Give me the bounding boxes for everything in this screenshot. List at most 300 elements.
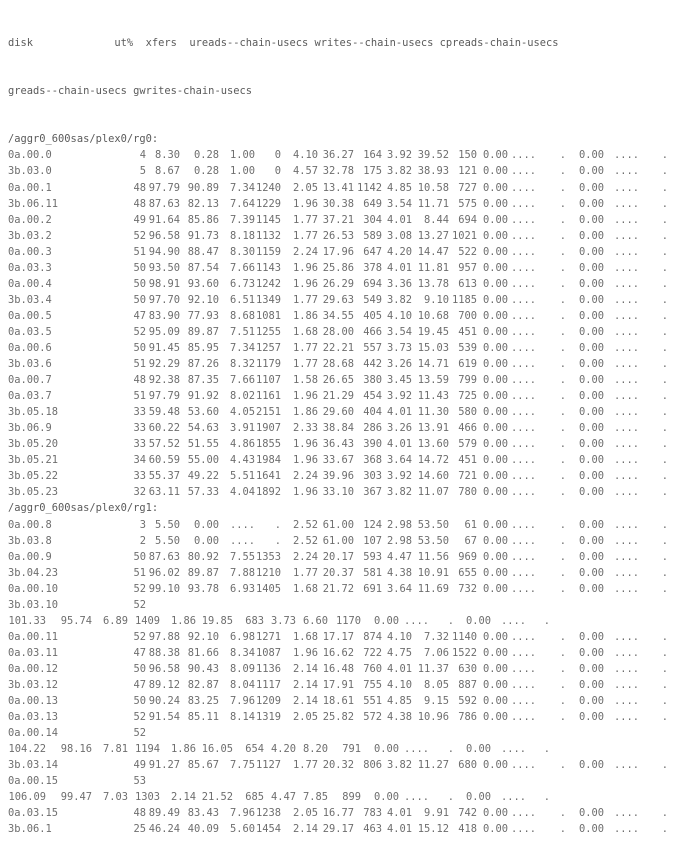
stat-value: 0.00 xyxy=(578,341,604,354)
stat-value: 3.26 xyxy=(386,358,412,371)
stat-value: 1.68 xyxy=(292,630,318,643)
stat-value: .... xyxy=(613,261,639,274)
stat-value: .... xyxy=(510,807,536,820)
stat-value: 4.57 xyxy=(292,165,318,178)
disk-row-partial xyxy=(8,773,676,789)
stat-value: 52 xyxy=(133,711,146,724)
stat-value: 7.34 xyxy=(229,341,255,354)
stat-value: 25 xyxy=(133,823,146,836)
stat-value: 1.77 xyxy=(292,358,318,371)
stat-value: 3.73 xyxy=(270,614,296,627)
stat-value: 0.00 xyxy=(482,149,508,162)
stat-value: 874 xyxy=(363,630,382,643)
stat-value: 15.03 xyxy=(417,341,449,354)
stat-value: 5.60 xyxy=(229,823,255,836)
stat-value: 2.24 xyxy=(292,550,318,563)
stat-value: 88.38 xyxy=(148,646,180,659)
stat-value: 90.43 xyxy=(187,662,219,675)
stat-value: 1255 xyxy=(255,325,281,338)
stat-value: 91.45 xyxy=(148,341,180,354)
stat-value: 575 xyxy=(458,197,477,210)
stat-value: 82.13 xyxy=(187,197,219,210)
stat-value: 593 xyxy=(363,550,382,563)
stat-value: 8.30 xyxy=(154,149,180,162)
stat-value: 48 xyxy=(133,374,146,387)
stat-value: 0.00 xyxy=(578,518,604,531)
stat-value: 0.00 xyxy=(578,646,604,659)
stat-value: .... xyxy=(613,325,639,338)
disk-name: 0a.00.13 xyxy=(8,695,59,708)
stat-value: . xyxy=(559,277,566,290)
stat-value: . xyxy=(559,550,566,563)
stat-value: 83.43 xyxy=(187,807,219,820)
stat-value: 522 xyxy=(458,245,477,258)
stat-value: 6.93 xyxy=(229,582,255,595)
stat-value: .... xyxy=(613,566,639,579)
stat-value: . xyxy=(559,711,566,724)
stat-value: 4.10 xyxy=(386,309,412,322)
stat-value: . xyxy=(559,534,566,547)
stat-value: 4.47 xyxy=(270,791,296,804)
stat-value: 1.77 xyxy=(292,759,318,772)
stat-value: . xyxy=(661,695,668,708)
stat-value: .... xyxy=(500,743,526,756)
stat-value: . xyxy=(559,438,566,451)
stat-value: 1.00 xyxy=(229,165,255,178)
stat-value: 106.09 xyxy=(8,791,46,804)
stat-value: 25.82 xyxy=(322,711,354,724)
stat-value: 34.55 xyxy=(322,309,354,322)
stat-value: 1021 xyxy=(451,229,477,242)
stat-value: . xyxy=(661,550,668,563)
stat-value: 0.00 xyxy=(578,807,604,820)
stat-value: 28.68 xyxy=(322,358,354,371)
disk-name: 3b.03.4 xyxy=(8,293,52,306)
stat-value: 7.75 xyxy=(229,759,255,772)
stat-value: 33.10 xyxy=(322,486,354,499)
disk-row xyxy=(8,709,676,725)
stat-value: 107 xyxy=(363,534,382,547)
stat-value: 0.00 xyxy=(482,470,508,483)
stat-value: 10.68 xyxy=(417,309,449,322)
disk-row xyxy=(8,436,676,452)
stat-value: . xyxy=(559,261,566,274)
stat-value: 59.48 xyxy=(148,406,180,419)
disk-name: 3b.05.21 xyxy=(8,454,59,467)
stat-value: 367 xyxy=(363,486,382,499)
stat-value: 101.33 xyxy=(8,614,46,627)
stat-value: .... xyxy=(613,213,639,226)
stat-value: 0.00 xyxy=(465,614,491,627)
disk-row xyxy=(8,356,676,372)
stat-value: . xyxy=(559,566,566,579)
stat-value: . xyxy=(559,823,566,836)
stat-value: 1170 xyxy=(335,614,361,627)
stat-value: 47 xyxy=(133,646,146,659)
disk-name: 0a.03.5 xyxy=(8,325,52,338)
stat-value: 3.91 xyxy=(229,422,255,435)
stat-value: 52 xyxy=(133,598,146,611)
stat-value: 3.45 xyxy=(386,374,412,387)
stat-value: 52 xyxy=(133,630,146,643)
stat-value: 93.60 xyxy=(187,277,219,290)
stat-value: 0.00 xyxy=(373,614,399,627)
stat-value: 3.54 xyxy=(386,197,412,210)
stat-value: 2.24 xyxy=(292,245,318,258)
disk-name: 0a.00.7 xyxy=(8,374,52,387)
stat-value: 88.47 xyxy=(187,245,219,258)
stat-value: 1349 xyxy=(255,293,281,306)
stat-value: 10.96 xyxy=(417,711,449,724)
disk-row xyxy=(8,260,676,276)
stat-value: 10.91 xyxy=(417,566,449,579)
stat-value: 50 xyxy=(133,695,146,708)
stat-value: 7.96 xyxy=(229,695,255,708)
stat-value: . xyxy=(274,518,281,531)
stat-value: 53 xyxy=(133,775,146,788)
stat-value: 286 xyxy=(363,422,382,435)
stat-value: 655 xyxy=(458,566,477,579)
stat-value: .... xyxy=(510,534,536,547)
stat-value: 7.34 xyxy=(229,181,255,194)
stat-value: . xyxy=(661,630,668,643)
stat-value: 4.01 xyxy=(386,662,412,675)
stat-value: 3 xyxy=(139,518,146,531)
stat-value: 7.85 xyxy=(302,791,328,804)
disk-name: 0a.00.15 xyxy=(8,775,59,788)
stat-value: 6.60 xyxy=(302,614,328,627)
stat-value: 22.21 xyxy=(322,341,354,354)
stat-value: 1.77 xyxy=(292,566,318,579)
stat-value: 53.50 xyxy=(417,518,449,531)
stat-value: . xyxy=(661,374,668,387)
stat-value: .... xyxy=(510,550,536,563)
stat-value: 0.00 xyxy=(578,422,604,435)
stat-value: 780 xyxy=(458,486,477,499)
disk-row xyxy=(8,549,676,565)
stat-value: 1194 xyxy=(134,743,160,756)
stat-value: .... xyxy=(510,229,536,242)
stat-value: .... xyxy=(613,662,639,675)
stat-value: 1907 xyxy=(255,422,281,435)
stat-value: 60.22 xyxy=(148,422,180,435)
stat-value: 81.66 xyxy=(187,646,219,659)
stat-value: . xyxy=(661,582,668,595)
disk-row xyxy=(8,629,676,645)
stat-value: 6.89 xyxy=(102,614,128,627)
column-header-continued: greads--chain-usecs gwrites-chain-usecs xyxy=(8,85,252,98)
stat-value: 405 xyxy=(363,309,382,322)
stat-value: 8.04 xyxy=(229,678,255,691)
stat-value: 2.14 xyxy=(292,662,318,675)
stat-value: 36.27 xyxy=(322,149,354,162)
stat-value: 16.48 xyxy=(322,662,354,675)
disk-name: 0a.00.2 xyxy=(8,213,52,226)
stat-value: .... xyxy=(613,229,639,242)
stat-value: 0.00 xyxy=(482,486,508,499)
stat-value: .... xyxy=(510,309,536,322)
stat-value: 4.04 xyxy=(229,486,255,499)
stat-value: .... xyxy=(613,438,639,451)
stat-value: 29.63 xyxy=(322,293,354,306)
stat-value: 19.85 xyxy=(201,614,233,627)
stat-value: 5.51 xyxy=(229,470,255,483)
stat-value: 0.00 xyxy=(482,229,508,242)
wrapped-row-continuation xyxy=(8,789,676,805)
stat-value: 19.45 xyxy=(417,325,449,338)
disk-name: 0a.00.14 xyxy=(8,727,59,740)
stat-value: 52 xyxy=(133,325,146,338)
stat-value: .... xyxy=(510,325,536,338)
stat-value: 33 xyxy=(133,470,146,483)
stat-value: 303 xyxy=(363,470,382,483)
disk-name: 3b.06.1 xyxy=(8,823,52,836)
stat-value: . xyxy=(661,454,668,467)
stat-value: 0.00 xyxy=(482,309,508,322)
stat-value: 0.00 xyxy=(482,422,508,435)
stat-value: 721 xyxy=(458,470,477,483)
stat-value: .... xyxy=(229,534,255,547)
stat-value: 90.24 xyxy=(148,695,180,708)
stat-value: 1353 xyxy=(255,550,281,563)
stat-value: 1405 xyxy=(255,582,281,595)
stat-value: 96.02 xyxy=(148,566,180,579)
stat-value: 1.00 xyxy=(229,149,255,162)
stat-value: . xyxy=(543,614,550,627)
stat-value: 1127 xyxy=(255,759,281,772)
stat-value: . xyxy=(661,341,668,354)
stat-value: 9.91 xyxy=(423,807,449,820)
stat-value: 0.00 xyxy=(482,406,508,419)
stat-value: 11.30 xyxy=(417,406,449,419)
stat-value: 47 xyxy=(133,678,146,691)
stat-value: 99.47 xyxy=(60,791,92,804)
stat-value: 21.52 xyxy=(201,791,233,804)
stat-value: 0.00 xyxy=(578,374,604,387)
stat-value: 1.86 xyxy=(292,309,318,322)
stat-value: .... xyxy=(613,245,639,258)
stat-value: 0.00 xyxy=(482,181,508,194)
stat-value: . xyxy=(559,646,566,659)
stat-value: 1.77 xyxy=(292,213,318,226)
raid-group-label xyxy=(8,131,676,147)
stat-value: 16.62 xyxy=(322,646,354,659)
stat-value: 2.05 xyxy=(292,711,318,724)
stat-value: 581 xyxy=(363,566,382,579)
disk-name: 0a.00.4 xyxy=(8,277,52,290)
disk-row xyxy=(8,805,676,821)
stat-value: . xyxy=(559,213,566,226)
disk-name: 3b.05.18 xyxy=(8,406,59,419)
stat-value: 2.33 xyxy=(292,422,318,435)
stat-value: 0.00 xyxy=(193,518,219,531)
disk-row xyxy=(8,821,676,837)
stat-value: 3.08 xyxy=(386,229,412,242)
stat-value: 2.14 xyxy=(292,695,318,708)
disk-name: 0a.00.10 xyxy=(8,582,59,595)
stat-value: 57.33 xyxy=(187,486,219,499)
stat-value: 8.30 xyxy=(229,245,255,258)
stat-value: 1.86 xyxy=(170,743,196,756)
stat-value: 0.00 xyxy=(482,678,508,691)
stat-value: 1454 xyxy=(255,823,281,836)
stat-value: 0.00 xyxy=(578,325,604,338)
stat-value: 91.64 xyxy=(148,213,180,226)
stat-value: . xyxy=(559,165,566,178)
stat-value: .... xyxy=(403,791,429,804)
stat-value: 87.63 xyxy=(148,197,180,210)
stat-value: 1140 xyxy=(451,630,477,643)
stat-value: 1855 xyxy=(255,438,281,451)
disk-row xyxy=(8,180,676,196)
stat-value: 0.00 xyxy=(578,245,604,258)
stat-value: 92.10 xyxy=(187,630,219,643)
stat-value: 463 xyxy=(363,823,382,836)
stat-value: 17.91 xyxy=(322,678,354,691)
stat-value: .... xyxy=(613,197,639,210)
stat-value: 13.59 xyxy=(417,374,449,387)
stat-value: 124 xyxy=(363,518,382,531)
disk-name: 3b.05.23 xyxy=(8,486,59,499)
stat-value: 61.00 xyxy=(322,534,354,547)
disk-name: 3b.05.20 xyxy=(8,438,59,451)
stat-value: 680 xyxy=(458,759,477,772)
stat-value: 451 xyxy=(458,325,477,338)
stat-value: 6.51 xyxy=(229,293,255,306)
stat-value: 1.77 xyxy=(292,293,318,306)
stat-value: 82.87 xyxy=(187,678,219,691)
disk-name: 0a.00.5 xyxy=(8,309,52,322)
stat-value: 649 xyxy=(363,197,382,210)
stat-value: . xyxy=(661,261,668,274)
stat-value: 0.00 xyxy=(482,197,508,210)
stat-value: .... xyxy=(510,566,536,579)
stat-value: 454 xyxy=(363,390,382,403)
stat-value: 3.92 xyxy=(386,470,412,483)
stat-value: . xyxy=(661,197,668,210)
stat-value: . xyxy=(661,277,668,290)
stat-value: 96.58 xyxy=(148,229,180,242)
stat-value: .... xyxy=(510,486,536,499)
header-line-2 xyxy=(8,83,676,99)
stat-value: 50 xyxy=(133,293,146,306)
stat-value: 11.81 xyxy=(417,261,449,274)
stat-value: . xyxy=(559,582,566,595)
stat-value: . xyxy=(661,662,668,675)
stat-value: 0.28 xyxy=(193,149,219,162)
stat-value: 0.00 xyxy=(578,630,604,643)
stat-value: . xyxy=(559,678,566,691)
stat-value: . xyxy=(559,197,566,210)
stat-value: 85.11 xyxy=(187,711,219,724)
stat-value: 368 xyxy=(363,454,382,467)
stat-value: 1.96 xyxy=(292,646,318,659)
stat-value: . xyxy=(559,309,566,322)
stat-value: . xyxy=(559,358,566,371)
stat-value: 7.03 xyxy=(102,791,128,804)
disk-row xyxy=(8,340,676,356)
stat-value: 2.98 xyxy=(386,534,412,547)
stat-value: 51 xyxy=(133,358,146,371)
stat-value: .... xyxy=(510,823,536,836)
stat-value: 55.00 xyxy=(187,454,219,467)
stat-value: 4.01 xyxy=(386,406,412,419)
stat-value: 1.96 xyxy=(292,438,318,451)
stat-value: 691 xyxy=(363,582,382,595)
stat-value: 2.98 xyxy=(386,518,412,531)
stat-value: 0.00 xyxy=(578,534,604,547)
stat-value: 49.22 xyxy=(187,470,219,483)
stat-value: 8.14 xyxy=(229,711,255,724)
stat-value: 20.32 xyxy=(322,759,354,772)
stat-value: 50 xyxy=(133,550,146,563)
stat-value: 97.88 xyxy=(148,630,180,643)
stat-value: 0.00 xyxy=(578,390,604,403)
stat-value: 722 xyxy=(363,646,382,659)
stat-value: . xyxy=(661,823,668,836)
stat-value: 87.54 xyxy=(187,261,219,274)
stat-value: 0.00 xyxy=(465,791,491,804)
raid-group-label xyxy=(8,500,676,516)
disk-name: 3b.04.23 xyxy=(8,566,59,579)
stat-value: . xyxy=(661,358,668,371)
stat-value: 8.09 xyxy=(229,662,255,675)
stat-value: 0.00 xyxy=(482,550,508,563)
stat-value: 21.72 xyxy=(322,582,354,595)
stat-value: 5.50 xyxy=(154,518,180,531)
stat-value: 630 xyxy=(458,662,477,675)
stat-value: 29.60 xyxy=(322,406,354,419)
stat-value: 0.00 xyxy=(578,277,604,290)
stat-value: .... xyxy=(613,518,639,531)
stat-value: 0.00 xyxy=(482,341,508,354)
disk-name: 0a.00.9 xyxy=(8,550,52,563)
stat-value: 14.47 xyxy=(417,245,449,258)
stat-value: 97.79 xyxy=(148,181,180,194)
disk-name: 3b.06.9 xyxy=(8,422,52,435)
stat-value: 390 xyxy=(363,438,382,451)
stat-value: 63.11 xyxy=(148,486,180,499)
stat-value: 20.37 xyxy=(322,566,354,579)
stat-value: 48 xyxy=(133,181,146,194)
stat-value: 91.73 xyxy=(187,229,219,242)
stat-value: 1641 xyxy=(255,470,281,483)
stat-value: 32.78 xyxy=(322,165,354,178)
stat-value: 0.00 xyxy=(482,662,508,675)
stat-value: .... xyxy=(510,390,536,403)
stat-value: 0.00 xyxy=(482,165,508,178)
stat-value: 7.88 xyxy=(229,566,255,579)
disk-row xyxy=(8,404,676,420)
stat-value: 7.81 xyxy=(102,743,128,756)
stat-value: . xyxy=(559,181,566,194)
stat-value: 0.00 xyxy=(482,711,508,724)
stat-value: 572 xyxy=(363,711,382,724)
stat-value: 87.26 xyxy=(187,358,219,371)
stat-value: 0.00 xyxy=(578,678,604,691)
stat-value: .... xyxy=(510,678,536,691)
stat-value: 50 xyxy=(133,261,146,274)
stat-value: 727 xyxy=(458,181,477,194)
stat-value: 1.96 xyxy=(292,486,318,499)
stat-value: 2.14 xyxy=(292,823,318,836)
disk-name: 3b.03.0 xyxy=(8,165,52,178)
disk-name: 0a.03.7 xyxy=(8,390,52,403)
stat-value: . xyxy=(559,470,566,483)
disk-row xyxy=(8,292,676,308)
disk-name: 0a.00.12 xyxy=(8,662,59,675)
stat-value: . xyxy=(559,406,566,419)
